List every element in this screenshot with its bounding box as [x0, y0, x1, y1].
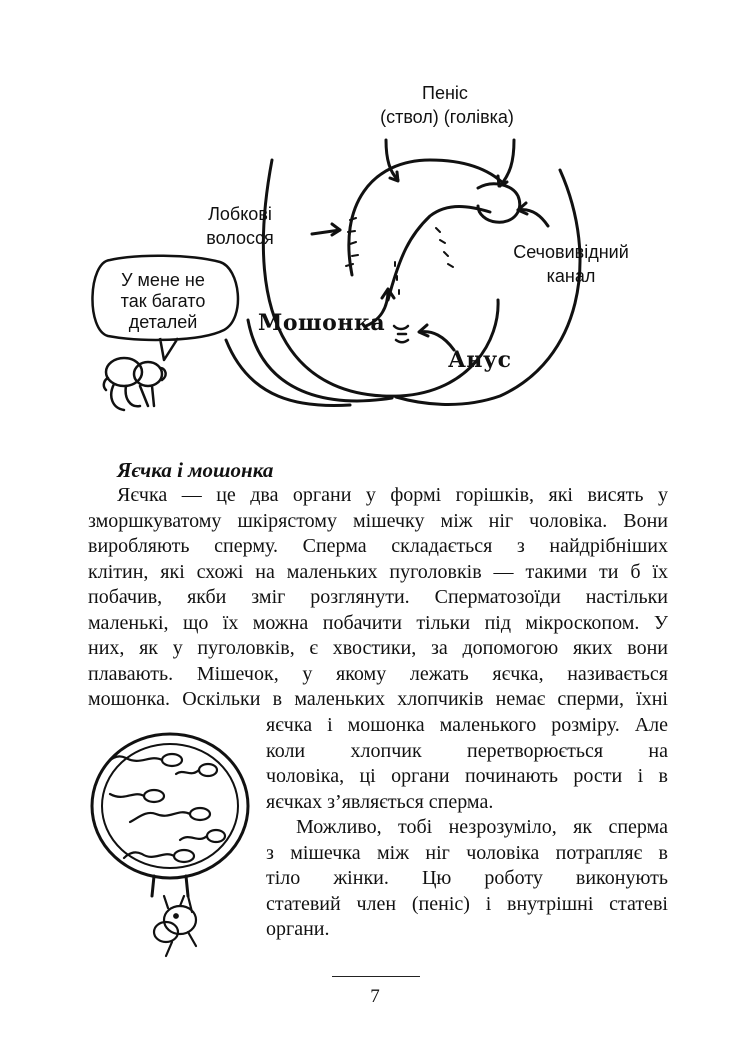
- cartoon-figure: [104, 358, 166, 410]
- text-line: органи.: [266, 918, 330, 940]
- section-heading: Яєчка і мошонка: [117, 458, 274, 482]
- label-urethra-2: канал: [546, 266, 596, 286]
- sperm-cells-icon: [108, 754, 225, 862]
- cartoon-figure-small: [154, 896, 196, 956]
- label-urethra-1: Сечовивідний: [513, 242, 629, 262]
- anus-mark: [394, 326, 408, 342]
- speech-bubble-text: [107, 270, 219, 333]
- text-line: маленькі, що їх можна побачити тільки під мікроскопом. У: [88, 611, 668, 634]
- magnifier-illustration: [80, 728, 260, 960]
- penis-head: [478, 184, 520, 222]
- label-pubic-hair-1: Лобкові: [208, 204, 272, 224]
- speech-line-2: так багато: [120, 291, 206, 311]
- text-line: мошонка. Оскільки в маленьких хлопчиків немає сперми, їхні: [88, 688, 668, 710]
- text-line: з мішечка між ніг чоловіка потрапляє в: [266, 841, 668, 864]
- footer-rule: [332, 976, 420, 977]
- label-pubic-hair-2: волосся: [206, 228, 274, 248]
- label-penis-parts: (ствол) (голівка): [380, 107, 514, 127]
- text-line: яєчка і мошонка маленького розміру. Але: [266, 714, 668, 736]
- text-line: Можливо, тобі незрозуміло, як сперма: [296, 816, 668, 838]
- text-line: чоловіка, ці органи починають рости і в: [266, 765, 668, 787]
- page-number: 7: [370, 986, 380, 1007]
- text-line: виробляють сперму. Сперма складається з найдрібніших: [88, 535, 668, 557]
- paragraph-1: [88, 483, 668, 713]
- text-line: плавають. Мішечок, у якому лежать яєчка, називається: [88, 662, 668, 685]
- text-line: статевий член (пеніс) і внутрішні статеві: [266, 892, 668, 915]
- text-line: них, як у пуголовків, є хвостики, за допомогою яких вони: [88, 637, 668, 659]
- magnifier-lens: [92, 734, 248, 878]
- text-line: клітин, які схожі на маленьких пуголовків — такими ти б їх: [88, 560, 668, 583]
- paragraph-2: [266, 815, 668, 943]
- speech-line-1: У мене не: [121, 270, 205, 290]
- speech-line-3: деталей: [128, 312, 198, 332]
- text-line: побачив, якби зміг розглянути. Сперматозоїди настільки: [88, 586, 668, 608]
- text-line: Яєчка — це два органи у формі горішків, які висять у: [117, 484, 668, 506]
- paragraph-1-wrap: [266, 713, 668, 815]
- text-line: яєчках з’являється сперма.: [266, 790, 494, 813]
- label-penis-title: Пеніс: [422, 83, 468, 103]
- arrow-penis-right: [500, 140, 514, 186]
- label-scrotum: Мошонка: [258, 310, 386, 336]
- text-line: коли хлопчик перетворюється на: [266, 739, 668, 762]
- text-line: тіло жінки. Цю роботу виконують: [266, 867, 668, 889]
- label-anus: Анус: [448, 347, 512, 373]
- text-line: зморшкуватому шкірястому мішечку між ніг чоловіка. Вони: [88, 509, 668, 532]
- anatomy-diagram: [0, 0, 750, 440]
